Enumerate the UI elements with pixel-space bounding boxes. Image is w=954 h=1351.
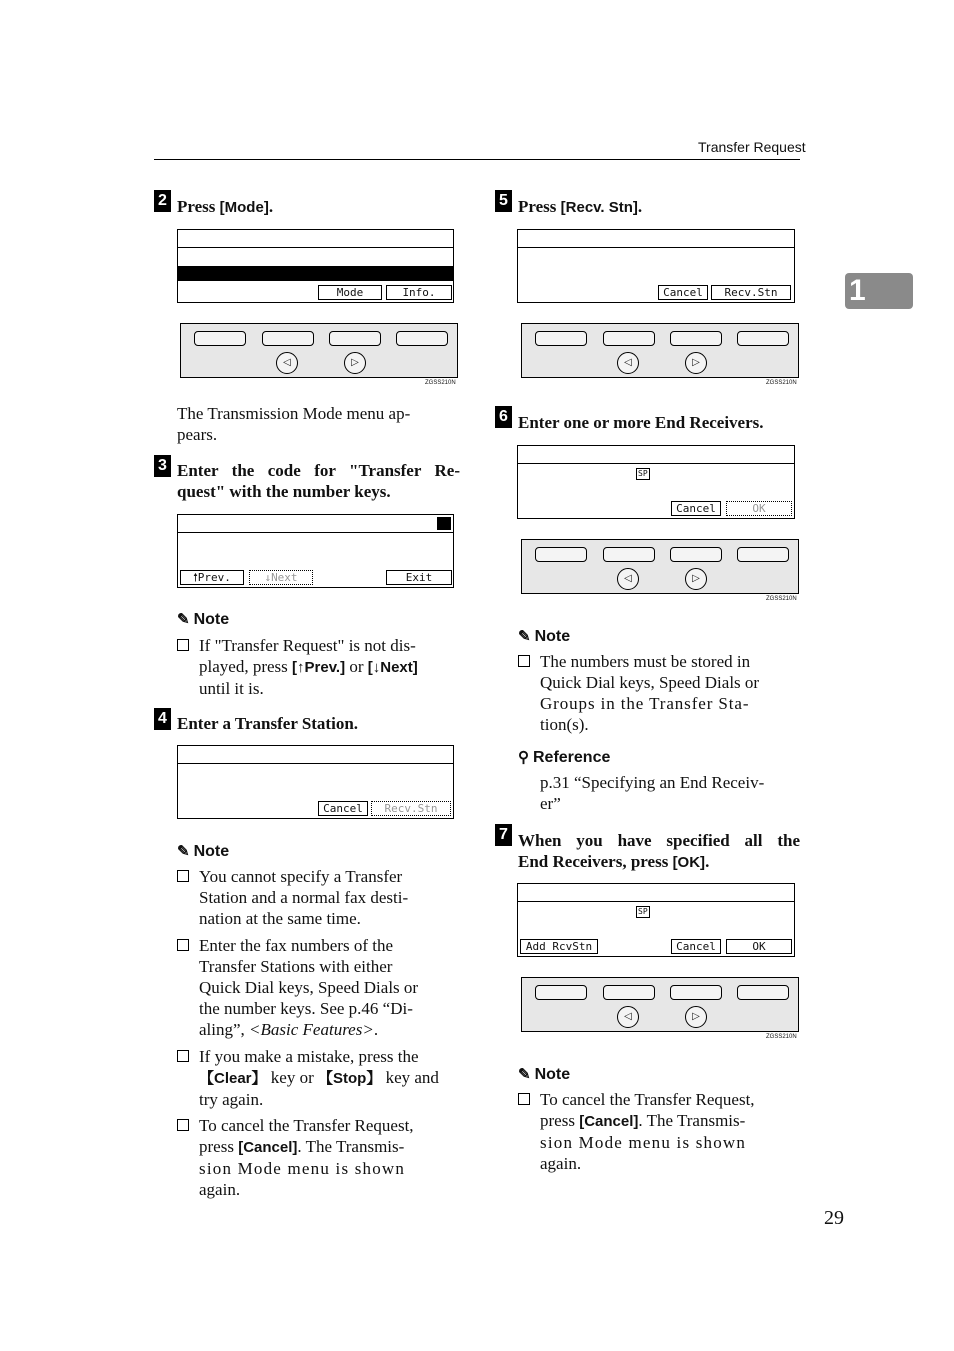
lcd-screen — [177, 745, 454, 819]
selection-key[interactable] — [396, 331, 448, 346]
chapter-tab: 1 — [845, 273, 913, 309]
note-line: nation at the same time. — [199, 909, 361, 928]
lcd-row — [518, 884, 794, 902]
input-cursor — [437, 517, 451, 530]
lcd-next-button[interactable] — [249, 570, 313, 585]
lcd-cancel-button[interactable]: Cancel — [318, 801, 368, 816]
note-item — [177, 1046, 459, 1110]
lcd-text — [519, 463, 632, 464]
selection-key[interactable] — [737, 985, 789, 1000]
right-arrow-icon[interactable]: ▷ — [685, 568, 707, 590]
lcd-text: Next — [271, 571, 298, 584]
note-label: Note — [193, 843, 230, 860]
note-line: If you make a mistake, press the — [199, 1047, 419, 1066]
checkbox-bullet-icon — [177, 1119, 189, 1131]
selection-key[interactable] — [670, 985, 722, 1000]
selection-key[interactable] — [262, 331, 314, 346]
step-text: . — [268, 197, 274, 216]
body-line: pears. — [177, 425, 218, 444]
note-item — [518, 1089, 802, 1174]
step-text: quest" with the number keys. — [177, 482, 391, 501]
lcd-row — [518, 230, 794, 248]
note-line: played, press — [199, 657, 293, 676]
note-heading — [177, 842, 229, 861]
lcd-row — [518, 903, 794, 920]
key-label: 【Stop】 — [318, 1070, 382, 1087]
note-label: Note — [534, 628, 571, 645]
reference-line: p.31 “Specifying an End Receiv- — [540, 773, 765, 792]
step-number: 6 — [495, 406, 512, 428]
pencil-icon: ✎ — [177, 843, 190, 860]
note-line: press — [199, 1137, 239, 1156]
note-line: . The Transmis- — [638, 1111, 746, 1130]
lcd-row — [178, 515, 453, 533]
step-6-instruction: Enter one or more End Receivers. — [518, 413, 764, 432]
step-text: Press — [518, 197, 561, 216]
note-line: The numbers must be stored in — [540, 652, 751, 671]
note-text — [199, 1046, 459, 1110]
step-text: End Receivers, press — [518, 852, 673, 871]
header-rule — [154, 159, 800, 160]
step-number: 7 — [495, 824, 512, 846]
down-arrow-icon: ↓ — [264, 571, 272, 584]
control-panel — [180, 323, 458, 378]
running-header: Transfer Request — [698, 139, 806, 155]
lcd-row — [178, 248, 453, 265]
left-arrow-icon[interactable]: ◁ — [276, 352, 298, 374]
note-line: Station and a normal fax desti- — [199, 888, 409, 907]
lcd-row — [518, 482, 794, 499]
note-item — [177, 635, 459, 699]
note-line: aling”, — [199, 1020, 250, 1039]
note-text — [199, 935, 459, 1040]
figure-code: ZGSS210N — [766, 596, 797, 602]
control-panel — [521, 977, 799, 1032]
lcd-cancel-button[interactable]: Cancel — [671, 939, 721, 954]
note-line: Groups in the Transfer Sta- — [540, 694, 750, 713]
lcd-exit-button[interactable]: Exit — [386, 570, 452, 585]
step-text: Enter the code for "Transfer Re- — [177, 461, 460, 480]
key-label: [Recv. Stn] — [560, 199, 638, 216]
note-line: Quick Dial keys, Speed Dials or — [540, 673, 760, 692]
step-number: 5 — [495, 190, 512, 212]
step-text — [518, 851, 800, 873]
note-line: press — [540, 1111, 580, 1130]
note-line: sion Mode menu is shown — [199, 1159, 406, 1178]
lcd-text — [519, 901, 632, 902]
lcd-cancel-button[interactable]: Cancel — [658, 285, 708, 300]
note-line: Transfer Stations with either — [199, 957, 393, 976]
left-arrow-icon[interactable]: ◁ — [617, 1006, 639, 1028]
note-heading — [177, 610, 229, 629]
lcd-row — [518, 249, 794, 266]
note-line: again. — [540, 1154, 582, 1173]
lcd-add-rcvstn-button[interactable]: Add RcvStn — [520, 939, 598, 954]
selection-key[interactable] — [737, 331, 789, 346]
lcd-screen — [177, 514, 454, 588]
note-label: Note — [193, 611, 230, 628]
note-line: or — [345, 657, 368, 676]
reference-line: er” — [540, 794, 561, 813]
note-label: Note — [534, 1066, 571, 1083]
body-line: The Transmission Mode menu ap- — [177, 404, 411, 423]
lcd-row — [518, 446, 794, 464]
note-line: sion Mode menu is shown — [540, 1133, 747, 1152]
lcd-text — [519, 247, 632, 248]
step-number: 4 — [154, 708, 171, 730]
note-line: until it is. — [199, 679, 264, 698]
note-text — [540, 651, 802, 735]
checkbox-bullet-icon — [177, 1050, 189, 1062]
selection-key[interactable] — [737, 547, 789, 562]
note-heading — [518, 1065, 570, 1084]
note-text — [540, 1089, 802, 1174]
note-line: try again. — [199, 1090, 264, 1109]
pencil-icon: ✎ — [518, 628, 531, 645]
step-2-result — [177, 403, 459, 445]
key-label: [Cancel] — [238, 1139, 298, 1156]
up-arrow-icon: 🠕 — [193, 571, 198, 584]
figure-code: ZGSS210N — [766, 1034, 797, 1040]
lcd-recv-stn-button[interactable]: Recv.Stn — [371, 801, 451, 816]
note-line: tion(s). — [540, 715, 589, 734]
note-line: If "Transfer Request" is not dis- — [199, 636, 416, 655]
step-2-instruction — [177, 196, 273, 218]
lcd-row — [178, 765, 453, 782]
checkbox-bullet-icon — [518, 655, 530, 667]
key-label: [↓Next] — [367, 659, 418, 676]
step-7-instruction — [518, 830, 800, 873]
lcd-row — [178, 746, 453, 764]
left-arrow-icon[interactable]: ◁ — [617, 352, 639, 374]
lcd-row — [178, 533, 453, 550]
step-text: . — [637, 197, 643, 216]
lcd-mode-button[interactable]: Mode — [318, 285, 382, 300]
lcd-screen — [177, 229, 454, 303]
reference-link[interactable] — [540, 772, 802, 814]
selection-key[interactable] — [603, 985, 655, 1000]
key-label: [OK] — [672, 854, 706, 871]
selection-key[interactable] — [603, 331, 655, 346]
selection-key[interactable] — [670, 331, 722, 346]
lcd-info-button[interactable]: Info. — [386, 285, 452, 300]
reference-heading — [518, 748, 610, 767]
lcd-row — [178, 230, 453, 248]
pencil-icon: ✎ — [177, 611, 190, 628]
note-item — [177, 866, 459, 929]
step-text: Press — [177, 197, 220, 216]
figure-code: ZGSS210N — [766, 380, 797, 386]
lcd-ok-button[interactable]: OK — [726, 939, 792, 954]
step-4-instruction: Enter a Transfer Station. — [177, 714, 359, 733]
right-arrow-icon[interactable]: ▷ — [685, 352, 707, 374]
note-item — [177, 1115, 459, 1200]
lcd-recv-stn-button[interactable]: Recv.Stn — [711, 285, 791, 300]
selection-key[interactable] — [535, 985, 587, 1000]
selection-key[interactable] — [535, 331, 587, 346]
note-line: To cancel the Transfer Request, — [199, 1116, 414, 1135]
speed-dial-icon: SP — [638, 469, 648, 478]
step-3-instruction — [177, 460, 460, 502]
control-panel — [521, 323, 799, 378]
note-line: . — [373, 1020, 379, 1039]
lcd-prev-button[interactable] — [180, 570, 244, 585]
reference-label: Reference — [533, 749, 611, 766]
figure-code: ZGSS210N — [425, 380, 456, 386]
lcd-screen — [517, 445, 795, 519]
right-arrow-icon[interactable]: ▷ — [344, 352, 366, 374]
speed-dial-icon: SP — [638, 907, 648, 916]
note-line: again. — [199, 1180, 241, 1199]
lcd-screen — [517, 883, 795, 957]
lcd-row — [518, 465, 794, 482]
control-panel — [521, 539, 799, 594]
checkbox-bullet-icon — [177, 870, 189, 882]
step-text: . — [705, 852, 710, 871]
note-text — [199, 866, 459, 929]
key-label: [↑Prev.] — [292, 659, 346, 676]
note-line: To cancel the Transfer Request, — [540, 1090, 755, 1109]
lcd-cancel-button[interactable]: Cancel — [671, 501, 721, 516]
selection-key[interactable] — [670, 547, 722, 562]
magnifier-icon: ⚲ — [518, 749, 529, 766]
step-number: 3 — [154, 455, 171, 477]
key-label: 【Clear】 — [199, 1070, 267, 1087]
key-label: [Mode] — [219, 199, 269, 216]
pencil-icon: ✎ — [518, 1066, 531, 1083]
lcd-screen — [517, 229, 795, 303]
note-line: You cannot specify a Transfer — [199, 867, 403, 886]
left-arrow-icon[interactable]: ◁ — [617, 568, 639, 590]
lcd-row-highlight — [178, 266, 453, 281]
selection-key[interactable] — [535, 547, 587, 562]
step-number: 2 — [154, 190, 171, 212]
note-line: key and — [381, 1068, 439, 1087]
selection-key[interactable] — [329, 331, 381, 346]
checkbox-bullet-icon — [177, 639, 189, 651]
step-5-instruction — [518, 196, 642, 218]
note-line: Quick Dial keys, Speed Dials or — [199, 978, 419, 997]
note-text — [199, 1115, 459, 1200]
note-text — [199, 635, 459, 699]
selection-key[interactable] — [603, 547, 655, 562]
note-line: the number keys. See p.46 “Di- — [199, 999, 413, 1018]
checkbox-bullet-icon — [177, 939, 189, 951]
step-text: When you have specified all the — [518, 831, 800, 850]
note-line: . The Transmis- — [297, 1137, 405, 1156]
lcd-ok-button[interactable]: OK — [726, 501, 792, 516]
note-line: key or — [266, 1068, 318, 1087]
lcd-text — [179, 763, 292, 764]
note-heading — [518, 627, 570, 646]
page-number: 29 — [824, 1207, 844, 1229]
key-label: [Cancel] — [579, 1113, 639, 1130]
lcd-text: Prev. — [197, 571, 231, 584]
selection-key[interactable] — [194, 331, 246, 346]
note-item — [518, 651, 802, 735]
note-line: Enter the fax numbers of the — [199, 936, 394, 955]
note-item — [177, 935, 459, 1040]
lcd-row — [518, 920, 794, 937]
checkbox-bullet-icon — [518, 1093, 530, 1105]
right-arrow-icon[interactable]: ▷ — [685, 1006, 707, 1028]
manual-reference[interactable]: <Basic Features> — [249, 1020, 374, 1039]
